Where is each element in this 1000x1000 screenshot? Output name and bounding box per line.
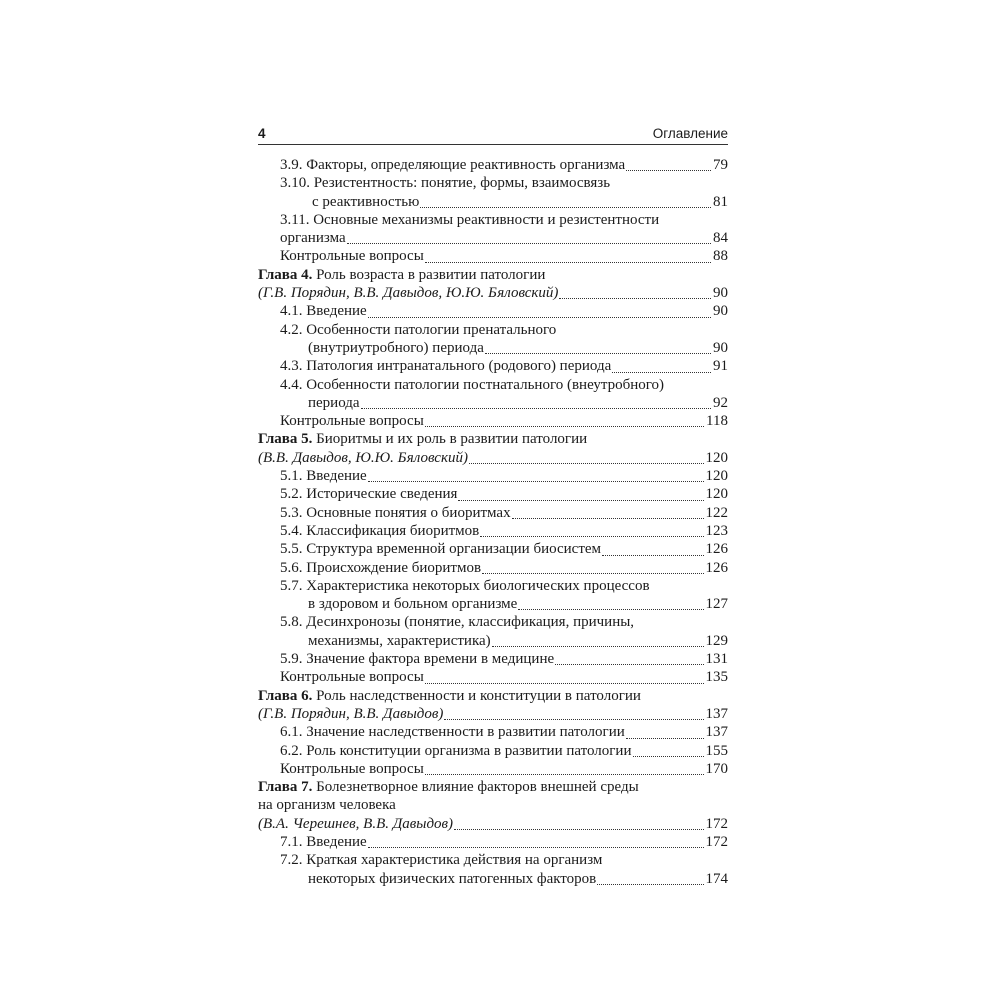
entry-title: Биоритмы и их роль в развитии патологии xyxy=(312,431,588,448)
toc-entry-text xyxy=(308,595,518,613)
toc-entry xyxy=(258,229,728,247)
page-ref: 126 xyxy=(705,559,728,576)
toc-entry xyxy=(258,174,728,192)
entry-title: механизмы, характеристика) xyxy=(308,632,491,649)
dot-leader xyxy=(469,463,704,464)
page-ref: 172 xyxy=(705,833,728,850)
dot-leader xyxy=(559,298,711,299)
entry-title: 5.9. Значение фактора времени в медицине xyxy=(280,651,555,668)
page-ref: 135 xyxy=(705,669,728,686)
page-ref: 137 xyxy=(705,705,728,722)
header-title: Оглавление xyxy=(652,126,728,141)
page-ref: 90 xyxy=(713,303,728,320)
toc-chapter-line xyxy=(258,778,728,796)
page-ref: 122 xyxy=(705,504,728,521)
page-ref: 170 xyxy=(705,760,728,777)
chapter-label: Глава 7. xyxy=(258,779,313,796)
toc-entry xyxy=(258,485,728,503)
dot-leader xyxy=(485,353,711,354)
toc-entry-text xyxy=(280,211,660,229)
page-ref: 79 xyxy=(713,157,728,173)
toc-entry xyxy=(258,595,728,613)
toc-entry xyxy=(258,723,728,741)
toc-entry-text xyxy=(280,613,635,631)
page-ref: 84 xyxy=(713,230,728,247)
toc-entry-text xyxy=(258,778,640,796)
toc-entry-text xyxy=(280,357,612,375)
dot-leader xyxy=(482,573,704,574)
toc-entry-text xyxy=(280,760,425,778)
entry-title: на организм человека xyxy=(258,797,396,814)
chapter-authors: (В.А. Черешнев, В.В. Давыдов) xyxy=(258,815,454,832)
page-ref: 172 xyxy=(705,815,728,832)
entry-title: 5.3. Основные понятия о биоритмах xyxy=(280,504,511,521)
toc-entry-text xyxy=(280,376,665,394)
toc-entry xyxy=(258,760,728,778)
dot-leader xyxy=(361,408,711,409)
entry-title: Роль возраста в развитии патологии xyxy=(312,266,546,283)
entry-title: периода xyxy=(308,394,360,411)
dot-leader xyxy=(518,609,704,610)
dot-leader xyxy=(633,756,704,757)
entry-title: (внутриутробного) периода xyxy=(308,339,484,356)
page-ref: 120 xyxy=(705,468,728,485)
toc-entry xyxy=(258,302,728,320)
toc-entry-text xyxy=(258,815,454,833)
toc-entry xyxy=(258,376,728,394)
page-ref: 90 xyxy=(713,285,728,302)
toc-entry-text xyxy=(308,339,485,357)
toc-entry xyxy=(258,449,728,467)
toc-entry-text xyxy=(280,485,458,503)
toc-entry-text xyxy=(280,229,347,247)
chapter-label: Глава 5. xyxy=(258,431,313,448)
toc-entry-text xyxy=(308,632,492,650)
dot-leader xyxy=(480,536,704,537)
chapter-authors: (Г.В. Порядин, В.В. Давыдов, Ю.Ю. Бяловский) xyxy=(258,285,559,302)
entry-title: с реактивностью xyxy=(312,193,420,210)
toc-entry xyxy=(258,870,728,888)
toc-entry-text xyxy=(280,742,633,760)
toc-entry xyxy=(258,650,728,668)
toc-entry xyxy=(258,284,728,302)
entry-title: 3.9. Факторы, определяющие реактивность организма xyxy=(280,157,626,173)
toc-entry-text xyxy=(280,723,626,741)
entry-title: 7.2. Краткая характеристика действия на организм xyxy=(280,852,603,869)
toc-entry xyxy=(258,705,728,723)
entry-title: 3.10. Резистентность: понятие, формы, взаимосвязь xyxy=(280,175,611,192)
toc-entry-text xyxy=(308,394,361,412)
toc-entry-text xyxy=(280,321,557,339)
page-ref: 137 xyxy=(705,724,728,741)
toc-entry xyxy=(258,522,728,540)
page-ref: 90 xyxy=(713,339,728,356)
page-ref: 126 xyxy=(705,541,728,558)
toc-entry-text xyxy=(258,687,642,705)
toc-entry xyxy=(258,632,728,650)
page-number: 4 xyxy=(258,126,266,141)
toc-entry-text xyxy=(280,174,611,192)
toc-entry-text xyxy=(258,266,546,284)
dot-leader xyxy=(492,646,704,647)
toc-entry xyxy=(258,412,728,430)
dot-leader xyxy=(425,426,704,427)
entry-title: 4.3. Патология интранатального (родового) периода xyxy=(280,358,612,375)
entry-title: Болезнетворное влияние факторов внешней среды xyxy=(312,779,639,796)
toc-entry xyxy=(258,796,728,814)
toc-entry-text xyxy=(280,247,425,265)
toc-entry xyxy=(258,540,728,558)
entry-title: Контрольные вопросы xyxy=(280,248,424,265)
toc-entry xyxy=(258,357,728,375)
dot-leader xyxy=(444,719,704,720)
entry-title: некоторых физических патогенных факторов xyxy=(308,870,597,887)
entry-title: 5.5. Структура временной организации биосистем xyxy=(280,541,602,558)
dot-leader xyxy=(347,243,711,244)
entry-title: 4.2. Особенности патологии пренатального xyxy=(280,321,557,338)
dot-leader xyxy=(420,207,711,208)
page-ref: 131 xyxy=(705,651,728,668)
dot-leader xyxy=(512,518,704,519)
toc-entry-text xyxy=(280,504,512,522)
toc-chapter-line xyxy=(258,687,728,705)
toc-entry xyxy=(258,394,728,412)
toc-entry-text xyxy=(280,577,651,595)
page-ref: 92 xyxy=(713,394,728,411)
chapter-authors: (В.В. Давыдов, Ю.Ю. Бяловский) xyxy=(258,449,468,466)
toc-entry xyxy=(258,815,728,833)
entry-title: 5.2. Исторические сведения xyxy=(280,486,458,503)
toc-entry xyxy=(258,247,728,265)
toc-entry-text xyxy=(280,650,555,668)
entry-title: 5.4. Классификация биоритмов xyxy=(280,522,480,539)
dot-leader xyxy=(626,738,704,739)
entry-title: 5.1. Введение xyxy=(280,468,367,485)
chapter-authors: (Г.В. Порядин, В.В. Давыдов) xyxy=(258,705,444,722)
toc-entry-text xyxy=(280,851,603,869)
toc-chapter-line xyxy=(258,266,728,284)
entry-title: Контрольные вопросы xyxy=(280,669,424,686)
toc-entry-text xyxy=(280,668,425,686)
dot-leader xyxy=(555,664,704,665)
dot-leader xyxy=(368,847,704,848)
toc-entry xyxy=(258,211,728,229)
page-ref: 91 xyxy=(713,358,728,375)
toc-entry-text xyxy=(312,193,420,211)
dot-leader xyxy=(626,170,711,171)
toc-entry-text xyxy=(258,449,469,467)
chapter-label: Глава 4. xyxy=(258,266,313,283)
toc-entry xyxy=(258,156,728,174)
toc-entry xyxy=(258,504,728,522)
entry-title: Контрольные вопросы xyxy=(280,760,424,777)
toc-entry-text xyxy=(258,796,397,814)
dot-leader xyxy=(368,481,704,482)
page-ref: 118 xyxy=(706,413,728,430)
toc-entry-text xyxy=(280,833,368,851)
entry-title: организма xyxy=(280,230,346,247)
dot-leader xyxy=(454,829,704,830)
dot-leader xyxy=(368,317,711,318)
entry-title: 6.1. Значение наследственности в развитии патологии xyxy=(280,724,625,741)
entry-title: 6.2. Роль конституции организма в развитии патологии xyxy=(280,742,632,759)
entry-title: 4.1. Введение xyxy=(280,303,367,320)
entry-title: 5.7. Характеристика некоторых биологических процессов xyxy=(280,577,650,594)
toc-entry xyxy=(258,613,728,631)
dot-leader xyxy=(425,262,711,263)
entry-title: 4.4. Особенности патологии постнатального (внеутробного) xyxy=(280,376,665,393)
dot-leader xyxy=(602,555,704,556)
entry-title: в здоровом и больном организме xyxy=(308,596,518,613)
table-of-contents xyxy=(258,156,728,888)
page-ref: 155 xyxy=(705,742,728,759)
page-ref: 123 xyxy=(705,522,728,539)
toc-entry xyxy=(258,321,728,339)
entry-title: 3.11. Основные механизмы реактивности и резистентности xyxy=(280,211,660,228)
entry-title: Контрольные вопросы xyxy=(280,413,424,430)
toc-entry-text xyxy=(280,156,626,174)
dot-leader xyxy=(612,372,711,373)
toc-entry-text xyxy=(280,302,368,320)
toc-entry-text xyxy=(308,870,597,888)
running-header xyxy=(258,124,728,145)
toc-entry-text xyxy=(280,467,368,485)
page-ref: 88 xyxy=(713,248,728,265)
toc-entry-text xyxy=(280,540,602,558)
toc-entry-text xyxy=(258,284,559,302)
dot-leader xyxy=(597,884,704,885)
page-ref: 127 xyxy=(705,596,728,613)
toc-chapter-line xyxy=(258,430,728,448)
dot-leader xyxy=(425,774,704,775)
dot-leader xyxy=(458,500,704,501)
entry-title: 5.8. Десинхронозы (понятие, классификация, причины, xyxy=(280,614,635,631)
toc-entry xyxy=(258,851,728,869)
entry-title: Роль наследственности и конституции в патологии xyxy=(312,687,641,704)
entry-title: 7.1. Введение xyxy=(280,833,367,850)
entry-title: 5.6. Происхождение биоритмов xyxy=(280,559,482,576)
toc-entry-text xyxy=(280,559,482,577)
dot-leader xyxy=(425,683,704,684)
toc-entry xyxy=(258,559,728,577)
toc-entry-text xyxy=(280,522,480,540)
toc-entry xyxy=(258,577,728,595)
page-ref: 120 xyxy=(705,486,728,503)
toc-entry xyxy=(258,668,728,686)
toc-entry xyxy=(258,833,728,851)
toc-entry xyxy=(258,467,728,485)
chapter-label: Глава 6. xyxy=(258,687,313,704)
page-ref: 81 xyxy=(713,193,728,210)
toc-entry-text xyxy=(258,705,444,723)
page-ref: 174 xyxy=(705,870,728,887)
toc-entry-text xyxy=(258,430,588,448)
toc-entry-text xyxy=(280,412,425,430)
page-ref: 120 xyxy=(705,449,728,466)
toc-entry xyxy=(258,339,728,357)
toc-entry xyxy=(258,742,728,760)
page-ref: 129 xyxy=(705,632,728,649)
toc-entry xyxy=(258,193,728,211)
